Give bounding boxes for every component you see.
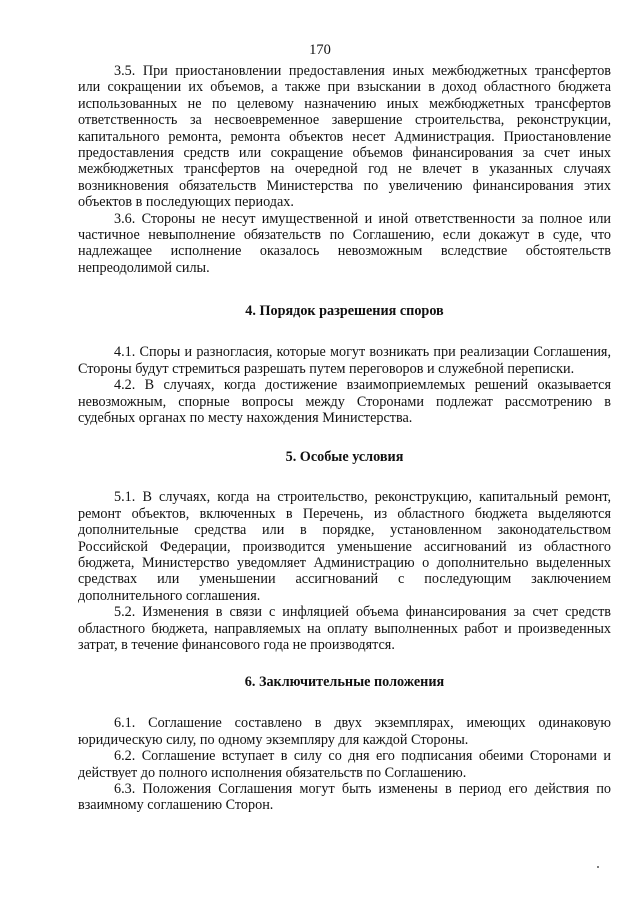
page-number: 170 <box>309 42 331 58</box>
paragraph-6-3: 6.3. Положения Соглашения могут быть изменены в период его действия по взаимному соглашению Сторон. <box>78 781 611 814</box>
section-6-heading: 6. Заключительные положения <box>244 674 445 691</box>
paragraph-3-5: 3.5. При приостановлении предоставления иных межбюджетных трансфертов или сокращении их объемов, а также при взыскании в доход областного бюджета использованных не по целевому назначению иных межбюджетных трансфертов ответственность за несвоевременное завершение строительства, реконструкции, капитального ремонта, ремонта объектов несет Администрация. Приостановление предоставления средств или сокращение объемов финансирования за счет иных межбюджетных трансфертов на очередной год не влечет в указанных случаях возникновения обязательств Министерства по увеличению финансирования этих объектов в последующих периодах. <box>78 63 611 211</box>
paragraph-5-1: 5.1. В случаях, когда на строительство, реконструкцию, капитальный ремонт, ремонт объектов, включенных в Перечень, из областного бюджета выделяются дополнительные средства или в порядке, установленном законодательством Российской Федерации, производится уменьшение ассигнований из областного бюджета, Министерство уведомляет Администрацию о дополнительно выделенных средствах или уменьшении ассигнований с последующим заключением дополнительного соглашения. <box>78 489 611 604</box>
paragraph-6-2: 6.2. Соглашение вступает в силу со дня его подписания обеими Сторонами и действует до полного исполнения обязательств по Соглашению. <box>78 748 611 781</box>
section-4-heading: 4. Порядок разрешения споров <box>245 303 444 320</box>
section-5-heading: 5. Особые условия <box>285 449 404 466</box>
paragraph-6-1: 6.1. Соглашение составлено в двух экземплярах, имеющих одинаковую юридическую силу, по одному экземпляру для каждой Стороны. <box>78 715 611 748</box>
document-body <box>78 63 611 814</box>
paragraph-3-6: 3.6. Стороны не несут имущественной и иной ответственности за полное или частичное невыполнение обязательств по Соглашению, если докажут в суде, что надлежащее исполнение оказалось невозможным вследствие обстоятельств непреодолимой силы. <box>78 210 611 276</box>
paragraph-4-1: 4.1. Споры и разногласия, которые могут возникать при реализации Соглашения, Стороны будут стремиться разрешать путем переговоров и служебной переписки. <box>78 344 611 377</box>
paragraph-5-2: 5.2. Изменения в связи с инфляцией объема финансирования за счет средств областного бюджета, направляемых на оплату выполненных работ и произведенных затрат, в течение финансового года не производятся. <box>78 604 611 653</box>
paragraph-4-2: 4.2. В случаях, когда достижение взаимоприемлемых решений оказывается невозможным, спорные вопросы между Сторонами подлежат рассмотрению в судебных органах по месту нахождения Министерства. <box>78 377 611 426</box>
scan-speck <box>597 866 599 868</box>
